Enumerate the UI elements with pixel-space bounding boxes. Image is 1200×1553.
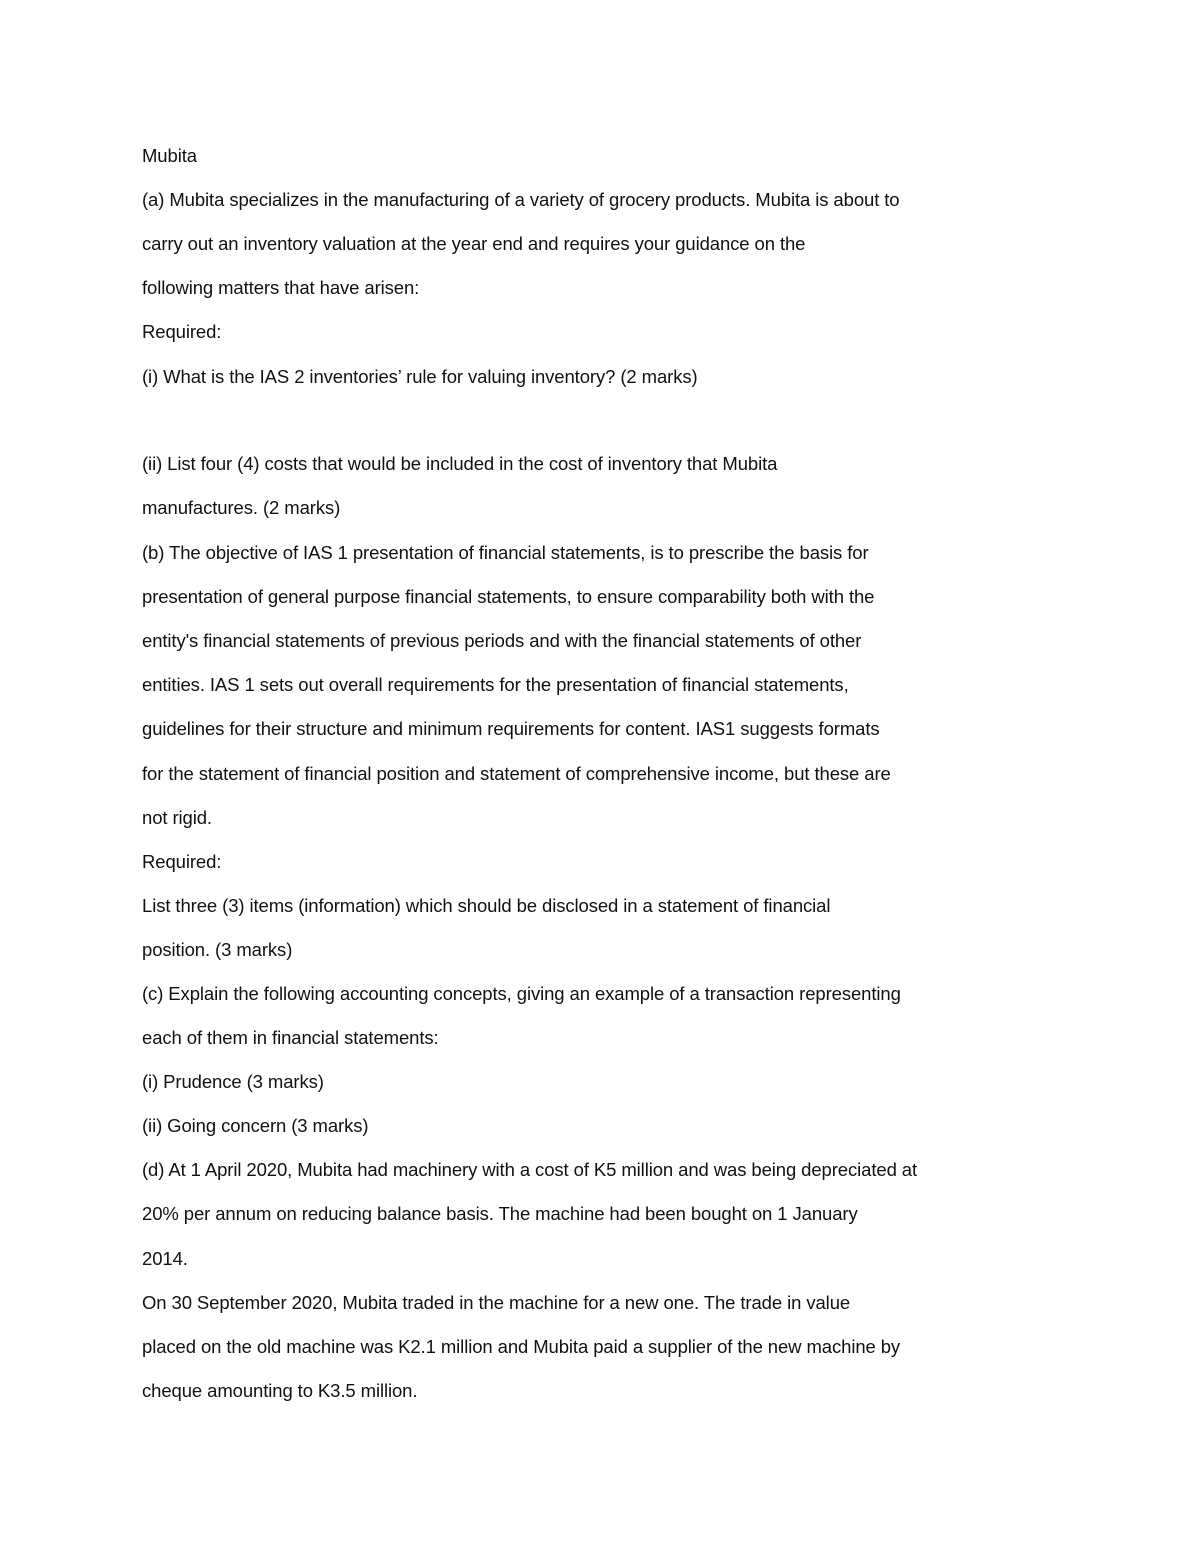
text-line: List three (3) items (information) which should be disclosed in a statement of financial	[142, 895, 831, 916]
text-line: (i) Prudence (3 marks)	[142, 1071, 324, 1092]
text-line: Required:	[142, 321, 222, 342]
text-line: (c) Explain the following accounting concepts, giving an example of a transaction representing	[142, 983, 901, 1004]
text-line: carry out an inventory valuation at the year end and requires your guidance on the	[142, 233, 806, 254]
text-line: presentation of general purpose financial statements, to ensure comparability both with the	[142, 586, 875, 607]
text-line: following matters that have arisen:	[142, 277, 420, 298]
text-line: each of them in financial statements:	[142, 1027, 439, 1048]
text-line: Required:	[142, 851, 222, 872]
text-line: 2014.	[142, 1248, 188, 1269]
text-line: position. (3 marks)	[142, 939, 293, 960]
text-line: for the statement of financial position and statement of comprehensive income, but these are	[142, 763, 891, 784]
text-line: On 30 September 2020, Mubita traded in the machine for a new one. The trade in value	[142, 1292, 851, 1313]
text-line: (b) The objective of IAS 1 presentation of financial statements, is to prescribe the basis for	[142, 542, 869, 563]
text-line: (d) At 1 April 2020, Mubita had machinery with a cost of K5 million and was being depreciated at	[142, 1159, 918, 1180]
text-line: cheque amounting to K3.5 million.	[142, 1380, 418, 1401]
text-line: guidelines for their structure and minimum requirements for content. IAS1 suggests formats	[142, 718, 880, 739]
text-line: (a) Mubita specializes in the manufacturing of a variety of grocery products. Mubita is about to	[142, 189, 900, 210]
text-line: (ii) List four (4) costs that would be included in the cost of inventory that Mubita	[142, 453, 778, 474]
document-title: Mubita	[142, 145, 197, 166]
text-line: entities. IAS 1 sets out overall requirements for the presentation of financial statements,	[142, 674, 849, 695]
text-line: (i) What is the IAS 2 inventories’ rule for valuing inventory? (2 marks)	[142, 366, 698, 387]
text-line: 20% per annum on reducing balance basis. The machine had been bought on 1 January	[142, 1203, 858, 1224]
text-line: manufactures. (2 marks)	[142, 497, 341, 518]
text-line: not rigid.	[142, 807, 212, 828]
text-line: placed on the old machine was K2.1 million and Mubita paid a supplier of the new machine by	[142, 1336, 901, 1357]
text-line: entity's financial statements of previous periods and with the financial statements of other	[142, 630, 862, 651]
text-line: (ii) Going concern (3 marks)	[142, 1115, 369, 1136]
